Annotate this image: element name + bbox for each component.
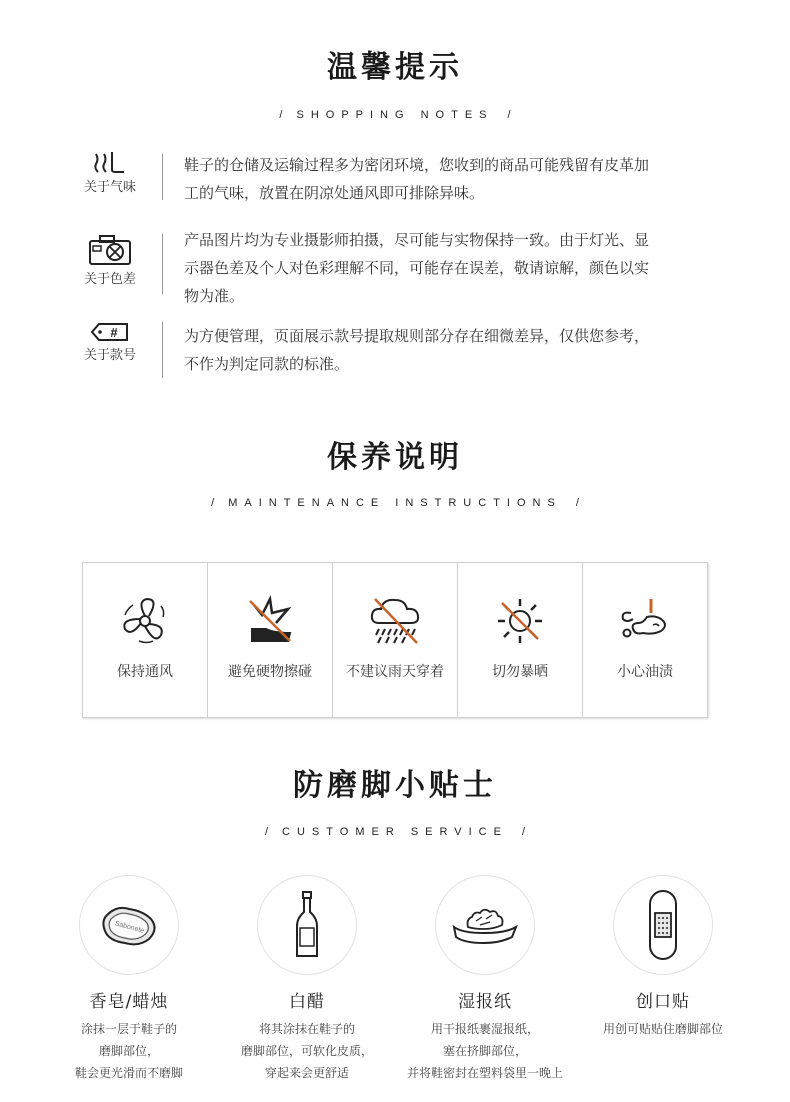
oil-stain-icon bbox=[617, 595, 673, 647]
maintenance-label: 避免硬物擦碰 bbox=[228, 664, 312, 680]
tip-vinegar bbox=[218, 875, 396, 1084]
divider bbox=[162, 322, 163, 378]
maintenance-label: 切勿暴晒 bbox=[492, 664, 548, 680]
maintenance-label: 不建议雨天穿着 bbox=[346, 664, 444, 680]
no-rain-icon bbox=[367, 595, 423, 647]
tip-description: 用干报纸裹湿报纸， 塞在挤脚部位， 并将鞋密封在塑料袋里一晚上 bbox=[406, 1022, 563, 1080]
tip-wet-paper bbox=[396, 875, 574, 1084]
tip-title: 白醋 bbox=[289, 992, 325, 1012]
band-aid-icon bbox=[648, 889, 678, 961]
divider bbox=[162, 234, 163, 294]
note-label: 关于色差 bbox=[83, 272, 136, 287]
svg-text:#: # bbox=[110, 325, 118, 340]
note-text: 产品图片均为专业摄影师拍摄，尽可能与实物保持一致。由于灯光、显 示器色差及个人对色彩理解不同，可能存在误差，敬请谅解，颜色以实 物为准。 bbox=[184, 231, 650, 305]
note-text: 为方便管理，页面展示款号提取规则部分存在细微差异，仅供您参考， 不作为判定同款的标准。 bbox=[184, 327, 650, 373]
maintenance-item bbox=[458, 563, 583, 717]
tip-soap bbox=[40, 875, 218, 1084]
tip-circle bbox=[79, 875, 179, 975]
maintenance-label: 小心油渍 bbox=[617, 664, 673, 680]
no-hard-object-icon bbox=[244, 595, 296, 647]
maintenance-title: 保养说明 bbox=[327, 440, 463, 475]
tip-band-aid bbox=[574, 875, 752, 1040]
vinegar-bottle-icon bbox=[294, 890, 320, 960]
tag-hash-icon bbox=[90, 322, 130, 342]
fan-icon bbox=[119, 595, 171, 647]
note-label: 关于款号 bbox=[83, 348, 136, 363]
maintenance-grid bbox=[82, 562, 708, 718]
note-label: 关于气味 bbox=[83, 180, 136, 195]
tip-description: 用创可贴贴住磨脚部位 bbox=[602, 1022, 723, 1036]
maintenance-item bbox=[208, 563, 333, 717]
tip-description: 涂抹一层于鞋子的 磨脚部位， 鞋会更光滑而不磨脚 bbox=[74, 1022, 183, 1080]
camera-icon bbox=[88, 234, 132, 266]
notes-subtitle: / SHOPPING NOTES / bbox=[279, 109, 511, 121]
maintenance-item bbox=[583, 563, 707, 717]
tip-title: 香皂/蜡烛 bbox=[89, 992, 169, 1012]
svg-text:Sabonete: Sabonete bbox=[114, 920, 145, 935]
tip-circle bbox=[257, 875, 357, 975]
tip-title: 创口贴 bbox=[636, 992, 690, 1012]
tip-title: 湿报纸 bbox=[458, 992, 512, 1012]
tip-description: 将其涂抹在鞋子的 磨脚部位，可软化皮质， 穿起来会更舒适 bbox=[240, 1022, 373, 1080]
maintenance-label: 保持通风 bbox=[117, 664, 173, 680]
soap-icon bbox=[97, 901, 161, 949]
wet-paper-icon bbox=[450, 905, 520, 945]
tips-subtitle: / CUSTOMER SERVICE / bbox=[264, 826, 526, 838]
maintenance-item bbox=[83, 563, 208, 717]
notes-title: 温馨提示 bbox=[327, 50, 463, 85]
no-sun-icon bbox=[494, 595, 546, 647]
tips-title: 防磨脚小贴士 bbox=[293, 768, 497, 803]
maintenance-item bbox=[333, 563, 458, 717]
note-text: 鞋子的仓储及运输过程多为密闭环境，您收到的商品可能残留有皮革加 工的气味，放置在阴凉处通风即可排除异味。 bbox=[184, 156, 650, 202]
divider bbox=[162, 154, 163, 200]
tip-circle bbox=[435, 875, 535, 975]
maintenance-subtitle: / MAINTENANCE INSTRUCTIONS / bbox=[211, 497, 579, 509]
tip-circle bbox=[613, 875, 713, 975]
smell-icon bbox=[90, 150, 130, 174]
